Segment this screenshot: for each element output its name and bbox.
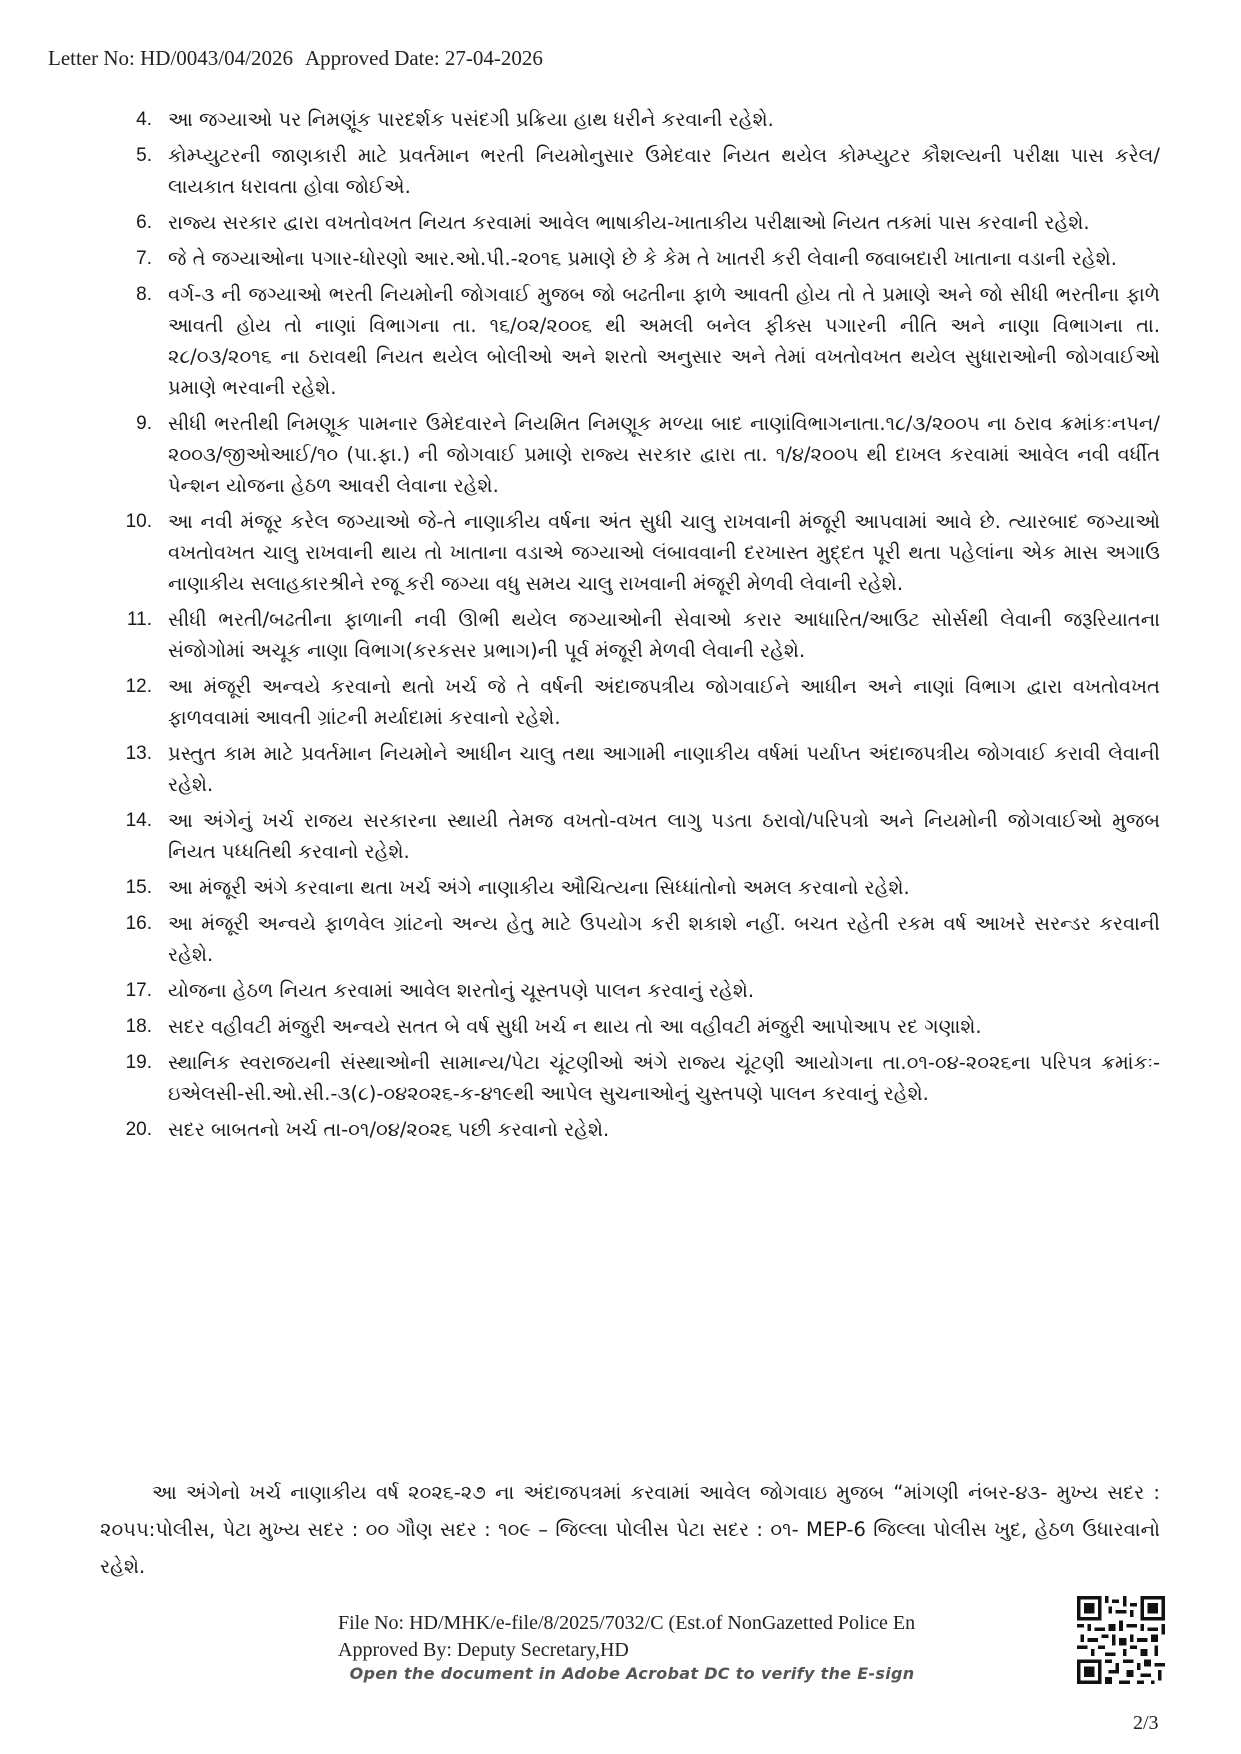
list-item: [100, 805, 1160, 867]
item-text: વર્ગ-૩ ની જગ્યાઓ ભરતી નિયમોની જોગવાઈ મુજબ જો બઢતીના ફાળે આવતી હોય તો તે પ્રમાણે અને જો સીધી ભરતીના ફાળે આવતી હોય તો નાણાં વિભાગના તા. ૧૬/૦૨/૨૦૦૬ થી અમલી બનેલ ફીક્સ પગારની નીતિ અને નાણા વિભાગના તા. ૨૮/૦૩/૨૦૧૬ ના ઠરાવથી નિયત થયેલ બોલીઓ અને શરતો અનુસાર અને તેમાં વખતોવખત થયેલ સુધારાઓની જોગવાઈઓ પ્રમાણે ભરવાની રહેશે.: [168, 283, 1160, 399]
item-number: 6.: [136, 212, 152, 233]
item-text: જે તે જગ્યાઓના પગાર-ધોરણો આર.ઓ.પી.-૨૦૧૬ પ્રમાણે છે કે કેમ તે ખાતરી કરી લેવાની જવાબદારી ખાતાના વડાની રહેશે.: [168, 247, 1117, 270]
approved-by: Approved By: Deputy Secretary,HD: [338, 1639, 629, 1661]
conditions-list: [100, 104, 1160, 1150]
item-text: સીધી ભરતીથી નિમણૂક પામનાર ઉમેદવારને નિયમિત નિમણૂક મળ્યા બાદ નાણાંવિભાગનાતા.૧૮/૩/૨૦૦૫ ના ઠરાવ ક્રમાંકઃનપન/૨૦૦૩/જીઓઆઈ/૧૦ (પા.ફા.) ની જોગવાઈ પ્રમાણે રાજ્ય સરકાર દ્વારા તા. ૧/૪/૨૦૦૫ થી દાખલ કરવામાં આવેલ નવી વર્ધીત પેન્શન યોજના હેઠળ આવરી લેવાના રહેશે.: [168, 412, 1160, 497]
item-text: આ મંજૂરી અંગે કરવાના થતા ખર્ચ અંગે નાણાકીય ઔચિત્યના સિધ્ધાંતોનો અમલ કરવાનો રહેશે.: [168, 876, 910, 899]
item-number: 4.: [136, 109, 152, 130]
list-item: [100, 872, 1160, 903]
list-item: [100, 279, 1160, 403]
item-text: સીધી ભરતી/બઢતીના ફાળાની નવી ઊભી થયેલ જગ્યાઓની સેવાઓ કરાર આધારિત/આઉટ સોર્સથી લેવાની જરૂરિયાતના સંજોગોમાં અચૂક નાણા વિભાગ(કરકસર પ્રભાગ)ની પૂર્વ મંજૂરી મેળવી લેવાની રહેશે.: [168, 608, 1160, 662]
item-number: 15.: [125, 877, 152, 898]
list-item: [100, 738, 1160, 800]
item-number: 17.: [125, 980, 152, 1001]
item-text: સ્થાનિક સ્વરાજયની સંસ્થાઓની સામાન્ય/પેટા ચૂંટણીઓ અંગે રાજ્ય ચૂંટણી આયોગના તા.૦૧-૦૪-૨૦૨૬ના પરિપત્ર ક્રમાંકઃ-ઇએલસી-સી.ઓ.સી.-૩(૮)-૦૪૨૦૨૬-ક-૪૧૯થી આપેલ સુચનાઓનું ચુસ્તપણે પાલન કરવાનું રહેશે.: [168, 1051, 1160, 1105]
item-text: કોમ્પ્યુટરની જાણકારી માટે પ્રવર્તમાન ભરતી નિયમોનુસાર ઉમેદવાર નિયત થયેલ કોમ્પ્યુટર કૌશલ્યની પરીક્ષા પાસ કરેલ/લાયકાત ધરાવતા હોવા જોઈએ.: [168, 144, 1160, 198]
item-number: 11.: [126, 609, 152, 630]
list-item: [100, 604, 1160, 666]
file-number: File No: HD/MHK/e-file/8/2025/7032/C (Est.of NonGazetted Police En: [338, 1612, 916, 1634]
letter-number: Letter No: HD/0043/04/2026: [48, 46, 293, 70]
list-item: [100, 207, 1160, 238]
page-number: 2/3: [1133, 1712, 1159, 1734]
item-number: 5.: [136, 145, 152, 166]
list-item: [100, 104, 1160, 135]
item-text: યોજના હેઠળ નિયત કરવામાં આવેલ શરતોનું ચૂસ્તપણે પાલન કરવાનું રહેશે.: [168, 979, 755, 1002]
qr-code-icon: [1077, 1596, 1165, 1684]
list-item: [100, 1047, 1160, 1109]
list-item: [100, 671, 1160, 733]
list-item: [100, 1114, 1160, 1145]
item-number: 13.: [125, 743, 152, 764]
list-item: [100, 908, 1160, 970]
approved-date: Approved Date: 27-04-2026: [304, 46, 543, 70]
item-text: આ મંજૂરી અન્વયે ફાળવેલ ગ્રાંટનો અન્ય હેતુ માટે ઉપયોગ કરી શકાશે નહીં. બચત રહેતી રકમ વર્ષ આખરે સરન્ડર કરવાની રહેશે.: [168, 912, 1160, 966]
item-text: આ અંગેનું ખર્ચ રાજય સરકારના સ્થાયી તેમજ વખતો-વખત લાગુ પડતા ઠરાવો/પરિપત્રો અને નિયમોની જોગવાઈઓ મુજબ નિયત પધ્ધતિથી કરવાનો રહેશે.: [168, 809, 1160, 863]
closing-paragraph: આ અંગેનો ખર્ચ નાણાકીય વર્ષ ૨૦૨૬-૨૭ ના અંદાજપત્રમાં કરવામાં આવેલ જોગવાઇ મુજબ “માંગણી નંબર-૪૩- મુખ્ય સદર : ૨૦૫૫:પોલીસ, પેટા મુખ્ય સદર : ૦૦ ગૌણ સદર : ૧૦૯ – જિલ્લા પોલીસ પેટા સદર : ૦૧- MEP-6 જિલ્લા પોલીસ ખુદ, હેઠળ ઉધારવાનો રહેશે.: [100, 1481, 1160, 1578]
verify-note: Open the document in Adobe Acrobat DC to verify the E-sign: [349, 1664, 915, 1683]
item-number: 10.: [125, 511, 152, 532]
item-text: સદર વહીવટી મંજુરી અન્વયે સતત બે વર્ષ સુધી ખર્ચ ન થાય તો આ વહીવટી મંજુરી આપોઆપ રદ ગણાશે.: [168, 1015, 982, 1038]
item-number: 14.: [125, 810, 152, 831]
list-item: [100, 506, 1160, 599]
item-text: સદર બાબતનો ખર્ચ તા-૦૧/૦૪/૨૦૨૬ પછી કરવાનો રહેશે.: [168, 1118, 610, 1141]
letter-header: [48, 46, 543, 71]
list-item: [100, 140, 1160, 202]
esign-footer: [338, 1610, 1030, 1664]
item-number: 19.: [125, 1052, 152, 1073]
list-item: [100, 1011, 1160, 1042]
list-item: [100, 975, 1160, 1006]
item-number: 20.: [125, 1119, 152, 1140]
item-number: 18.: [125, 1016, 152, 1037]
list-item: [100, 243, 1160, 274]
list-item: [100, 408, 1160, 501]
item-text: આ નવી મંજૂર કરેલ જગ્યાઓ જે-તે નાણાકીય વર્ષના અંત સુધી ચાલુ રાખવાની મંજૂરી આપવામાં આવે છે. ત્યારબાદ જગ્યાઓ વખતોવખત ચાલુ રાખવાની થાય તો ખાતાના વડાએ જગ્યાઓ લંબાવવાની દરખાસ્ત મુદ્દત પૂરી થતા પહેલાંના એક માસ અગાઉ નાણાકીય સલાહકારશ્રીને રજૂ કરી જગ્યા વધુ સમય ચાલુ રાખવાની મંજૂરી મેળવી લેવાની રહેશે.: [168, 510, 1160, 595]
item-number: 12.: [125, 676, 152, 697]
item-text: આ મંજૂરી અન્વયે કરવાનો થતો ખર્ચ જે તે વર્ષની અંદાજપત્રીય જોગવાઈને આધીન અને નાણાં વિભાગ દ્વારા વખતોવખત ફાળવવામાં આવતી ગ્રાંટની મર્યાદામાં કરવાનો રહેશે.: [168, 675, 1160, 729]
item-text: રાજ્ય સરકાર દ્વારા વખતોવખત નિયત કરવામાં આવેલ ભાષાકીય-ખાતાકીય પરીક્ષાઓ નિયત તકમાં પાસ કરવાની રહેશે.: [168, 211, 1090, 234]
item-number: 7.: [136, 248, 152, 269]
item-number: 8.: [136, 284, 152, 305]
item-number: 9.: [136, 413, 152, 434]
item-number: 16.: [125, 913, 152, 934]
item-text: પ્રસ્તુત કામ માટે પ્રવર્તમાન નિયમોને આધીન ચાલુ તથા આગામી નાણાકીય વર્ષમાં પર્યાપ્ત અંદાજપત્રીય જોગવાઈ કરાવી લેવાની રહેશે.: [168, 742, 1160, 796]
item-text: આ જગ્યાઓ પર નિમણૂંક પારદર્શક પસંદગી પ્રક્રિયા હાથ ધરીને કરવાની રહેશે.: [168, 108, 774, 131]
